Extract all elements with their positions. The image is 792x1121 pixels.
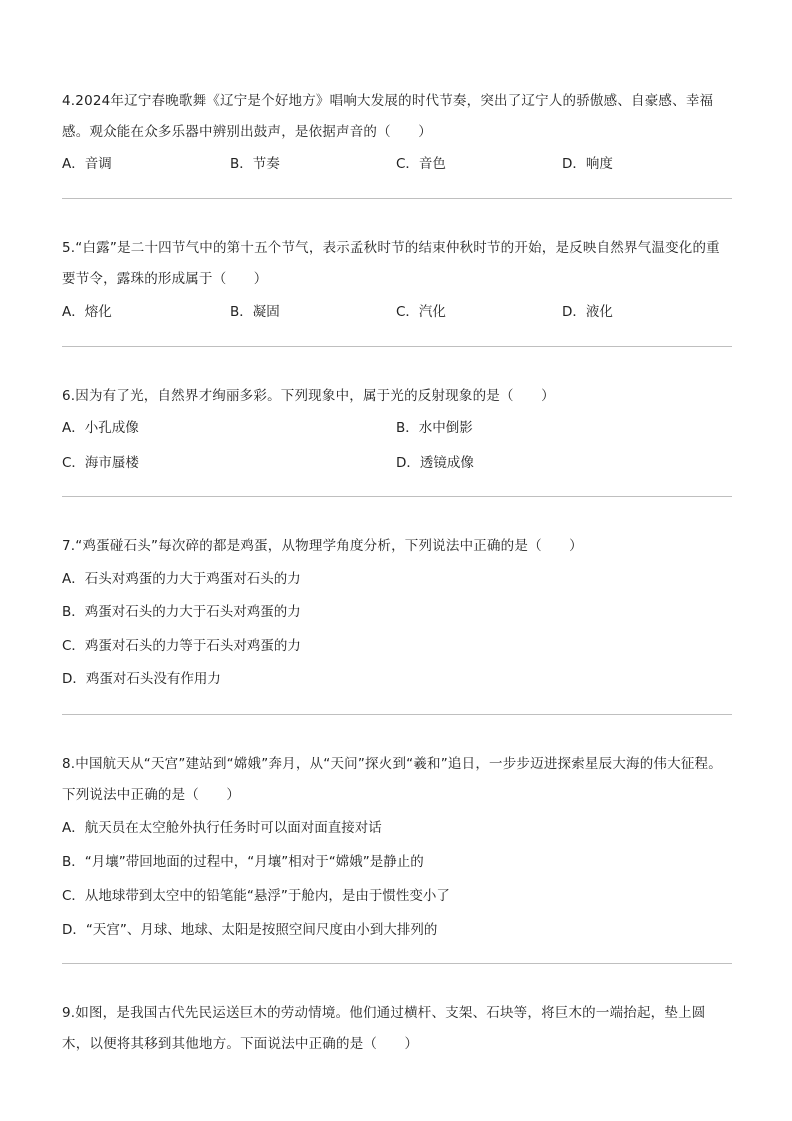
question-5-option-c[interactable]: C．汽化 [396, 304, 446, 320]
question-4-stem: 4.2024年辽宁春晚歌舞《辽宁是个好地方》唱响大发展的时代节奏，突出了辽宁人的骄傲感、自豪感、幸福感。观众能在众多乐器中辨别出鼓声，是依据声音的（ ） [62, 93, 714, 140]
question-8-option-b[interactable]: B．“月壤”带回地面的过程中，“月壤”相对于“嫦娥”是静止的 [62, 854, 424, 870]
question-divider [62, 346, 732, 347]
question-9-stem: 9.如图，是我国古代先民运送巨木的劳动情境。他们通过横杆、支架、石块等，将巨木的一端抬起，垫上圆木，以便将其移到其他地方。下面说法中正确的是（ ） [62, 1005, 706, 1052]
question-8-option-c[interactable]: C．从地球带到太空中的铅笔能“悬浮”于舱内，是由于惯性变小了 [62, 888, 450, 904]
question-4-option-d[interactable]: D．响度 [562, 156, 613, 172]
question-6-option-c[interactable]: C．海市蜃楼 [62, 455, 139, 471]
question-4-option-c[interactable]: C．音色 [396, 156, 446, 172]
question-6-option-b[interactable]: B．水中倒影 [396, 420, 473, 436]
question-6-stem: 6.因为有了光，自然界才绚丽多彩。下列现象中，属于光的反射现象的是（ ） [62, 388, 555, 404]
question-7-option-c[interactable]: C．鸡蛋对石头的力等于石头对鸡蛋的力 [62, 638, 301, 654]
question-7-option-a[interactable]: A．石头对鸡蛋的力大于鸡蛋对石头的力 [62, 571, 301, 587]
question-5-option-d[interactable]: D．液化 [562, 304, 613, 320]
question-5-option-a[interactable]: A．熔化 [62, 304, 112, 320]
question-6-option-d[interactable]: D．透镜成像 [396, 455, 474, 471]
question-7-option-b[interactable]: B．鸡蛋对石头的力大于石头对鸡蛋的力 [62, 604, 301, 620]
question-4-option-a[interactable]: A．音调 [62, 156, 112, 172]
question-5-stem: 5.“白露”是二十四节气中的第十五个节气，表示孟秋时节的结束仲秋时节的开始，是反映自然界气温变化的重要节令，露珠的形成属于（ ） [62, 240, 720, 287]
question-4-option-b[interactable]: B．节奏 [230, 156, 280, 172]
question-divider [62, 198, 732, 199]
question-5-option-b[interactable]: B．凝固 [230, 304, 280, 320]
question-8-option-a[interactable]: A．航天员在太空舱外执行任务时可以面对面直接对话 [62, 820, 382, 836]
question-divider [62, 963, 732, 964]
question-7-stem: 7.“鸡蛋碰石头”每次碎的都是鸡蛋，从物理学角度分析，下列说法中正确的是（ ） [62, 538, 583, 554]
question-6-option-a[interactable]: A．小孔成像 [62, 420, 139, 436]
question-divider [62, 714, 732, 715]
question-8-option-d[interactable]: D．“天宫”、月球、地球、太阳是按照空间尺度由小到大排列的 [62, 922, 438, 938]
question-8-stem: 8.中国航天从“天宫”建站到“嫦娥”奔月，从“天问”探火到“羲和”追日，一步步迈进探索星辰大海的伟大征程。下列说法中正确的是（ ） [62, 756, 722, 803]
question-7-option-d[interactable]: D．鸡蛋对石头没有作用力 [62, 671, 221, 687]
question-divider [62, 496, 732, 497]
